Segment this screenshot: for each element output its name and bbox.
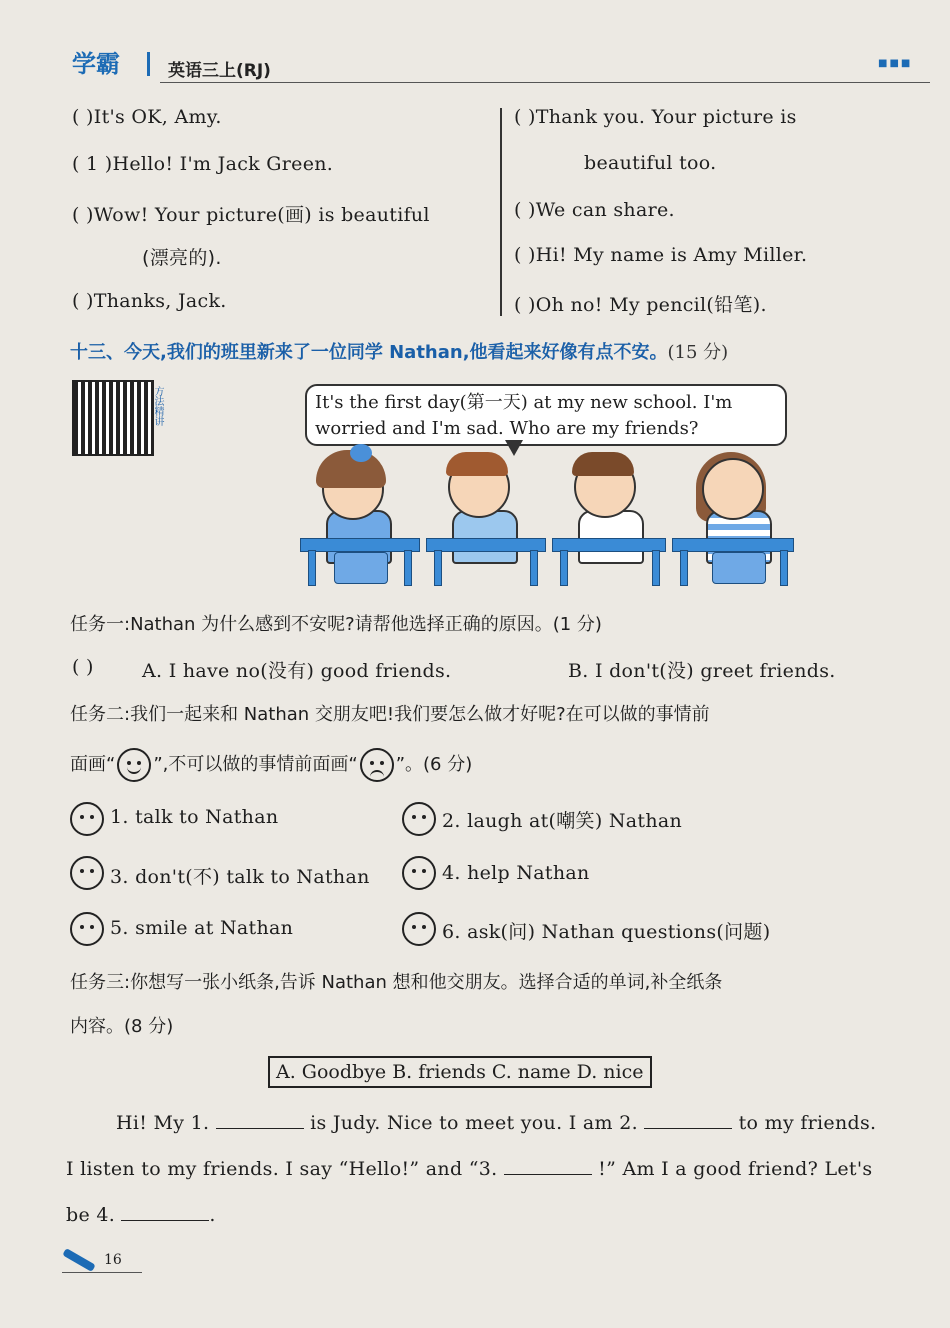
column-divider xyxy=(500,108,502,316)
pencil-icon xyxy=(62,1248,95,1272)
task-2-item-5: 5. smile at Nathan xyxy=(110,917,294,939)
sentence: Hi! My name is Amy Miller. xyxy=(535,244,808,266)
task-2-text-b: ”,不可以做的事情前面画“ xyxy=(153,754,358,775)
desk-leg xyxy=(680,550,688,586)
task-2-item-6: 6. ask(问) Nathan questions(问题) xyxy=(442,921,771,943)
qr-code-icon[interactable] xyxy=(72,380,154,456)
desk-leg xyxy=(530,550,538,586)
right-item-2 xyxy=(514,199,675,221)
girl-2-skirt xyxy=(712,552,766,584)
answer-paren[interactable]: ( ) xyxy=(514,106,536,128)
right-item-3 xyxy=(514,244,807,266)
sentence: We can share. xyxy=(535,199,675,221)
answer-paren[interactable]: ( 1 ) xyxy=(72,153,113,175)
desk-3 xyxy=(552,538,666,552)
sentence: It's OK, Amy. xyxy=(93,106,222,128)
left-item-3 xyxy=(72,200,430,227)
page-number: 16 xyxy=(104,1252,122,1268)
desk-leg xyxy=(560,550,568,586)
note-text: I listen to my friends. I say “Hello!” and “3. xyxy=(66,1158,498,1180)
section-title-text: 十三、今天,我们的班里新来了一位同学 Nathan,他看起来好像有点不安。 xyxy=(70,342,668,363)
sentence: Thank you. Your picture is xyxy=(535,106,797,128)
sentence: Hello! I'm Jack Green. xyxy=(112,153,334,175)
desk-leg xyxy=(434,550,442,586)
answer-paren[interactable]: ( ) xyxy=(514,294,536,316)
task-2-item-3: 3. don't(不) talk to Nathan xyxy=(110,866,370,888)
task-2-title-line-1: 任务二:我们一起来和 Nathan 交朋友吧!我们要怎么做才好呢?在可以做的事情前 xyxy=(70,704,710,725)
answer-paren[interactable]: ( ) xyxy=(514,244,536,266)
left-item-3-cont: (漂亮的). xyxy=(142,247,222,269)
blank-face-icon[interactable] xyxy=(402,856,436,890)
boy-nathan-body xyxy=(452,510,518,564)
note-line-3 xyxy=(66,1200,216,1226)
note-text: Hi! My 1. xyxy=(116,1112,210,1134)
boy-2-hair xyxy=(572,452,634,476)
desk-1 xyxy=(300,538,420,552)
speech-bubble-tail xyxy=(505,440,523,456)
blank-face-icon[interactable] xyxy=(402,802,436,836)
blank-face-icon[interactable] xyxy=(402,912,436,946)
task-2-title-line-2 xyxy=(70,750,472,780)
smile-face-icon xyxy=(115,750,153,780)
right-item-1 xyxy=(514,106,797,128)
note-text: !” Am I a good friend? Let's xyxy=(598,1158,873,1180)
sentence: Wow! Your picture(画) is beautiful xyxy=(93,204,430,226)
answer-paren[interactable]: ( ) xyxy=(514,199,536,221)
task-1-option-b: B. I don't(没) greet friends. xyxy=(568,660,836,682)
task-1-title: 任务一:Nathan 为什么感到不安呢?请帮他选择正确的原因。(1 分) xyxy=(70,614,602,635)
task-3-title-line-2: 内容。(8 分) xyxy=(70,1016,174,1037)
blank-1-field[interactable] xyxy=(216,1108,304,1129)
word-bank-box: A. Goodbye B. friends C. name D. nice xyxy=(268,1056,652,1088)
task-2-text-a: 面画“ xyxy=(70,754,116,775)
answer-paren[interactable]: ( ) xyxy=(72,106,94,128)
blank-face-icon[interactable] xyxy=(70,856,104,890)
note-text: . xyxy=(209,1204,216,1226)
note-line-1 xyxy=(116,1108,876,1134)
subject-title: 英语三上(RJ) xyxy=(168,61,271,81)
desk-2 xyxy=(426,538,546,552)
desk-leg xyxy=(652,550,660,586)
note-text: is Judy. Nice to meet you. I am 2. xyxy=(310,1112,638,1134)
section-title xyxy=(70,338,728,364)
task-2-text-c: ”。(6 分) xyxy=(395,754,473,775)
header-rule xyxy=(160,82,930,83)
desk-leg xyxy=(308,550,316,586)
note-text: to my friends. xyxy=(738,1112,877,1134)
task-2-item-1: 1. talk to Nathan xyxy=(110,806,279,828)
boy-2-body xyxy=(578,510,644,564)
logo-divider xyxy=(147,52,150,76)
desk-leg xyxy=(404,550,412,586)
sentence: Thanks, Jack. xyxy=(93,290,227,312)
sad-face-icon xyxy=(358,750,396,780)
qr-label: 方法精讲 xyxy=(152,386,163,426)
desk-4 xyxy=(672,538,794,552)
task-2-item-4: 4. help Nathan xyxy=(442,862,590,884)
right-item-1-cont: beautiful too. xyxy=(584,152,717,174)
answer-paren[interactable]: ( ) xyxy=(72,204,94,226)
speech-bubble-text: It's the first day(第一天) at my new school. I'm worried and I'm sad. Who are my friends? xyxy=(315,392,733,439)
hair-bow-icon xyxy=(350,444,372,462)
section-points: (15 分) xyxy=(667,342,729,363)
girl-1-skirt xyxy=(334,552,388,584)
left-item-4 xyxy=(72,290,227,312)
note-text: be 4. xyxy=(66,1204,116,1226)
blank-2-field[interactable] xyxy=(644,1108,732,1129)
task-1-answer-paren[interactable]: ( ) xyxy=(72,656,94,678)
blank-face-icon[interactable] xyxy=(70,912,104,946)
boy-nathan-hair xyxy=(446,452,508,476)
left-item-2 xyxy=(72,153,333,175)
footer-rule xyxy=(62,1272,142,1273)
blank-face-icon[interactable] xyxy=(70,802,104,836)
girl-2-head xyxy=(702,458,764,520)
answer-paren[interactable]: ( ) xyxy=(72,290,94,312)
task-3-title-line-1: 任务三:你想写一张小纸条,告诉 Nathan 想和他交朋友。选择合适的单词,补全纸条 xyxy=(70,972,723,993)
note-line-2 xyxy=(66,1154,872,1180)
desk-leg xyxy=(780,550,788,586)
task-1-option-a: A. I have no(没有) good friends. xyxy=(142,660,452,682)
sentence: Oh no! My pencil(铅笔). xyxy=(535,294,767,316)
right-item-4 xyxy=(514,290,767,317)
header-squares-icon: ■■■ xyxy=(878,58,913,69)
left-item-1 xyxy=(72,106,222,128)
task-2-item-2: 2. laugh at(嘲笑) Nathan xyxy=(442,810,683,832)
blank-3-field[interactable] xyxy=(504,1154,592,1175)
blank-4-field[interactable] xyxy=(121,1200,209,1221)
brand-logo: 学霸 xyxy=(72,50,120,78)
